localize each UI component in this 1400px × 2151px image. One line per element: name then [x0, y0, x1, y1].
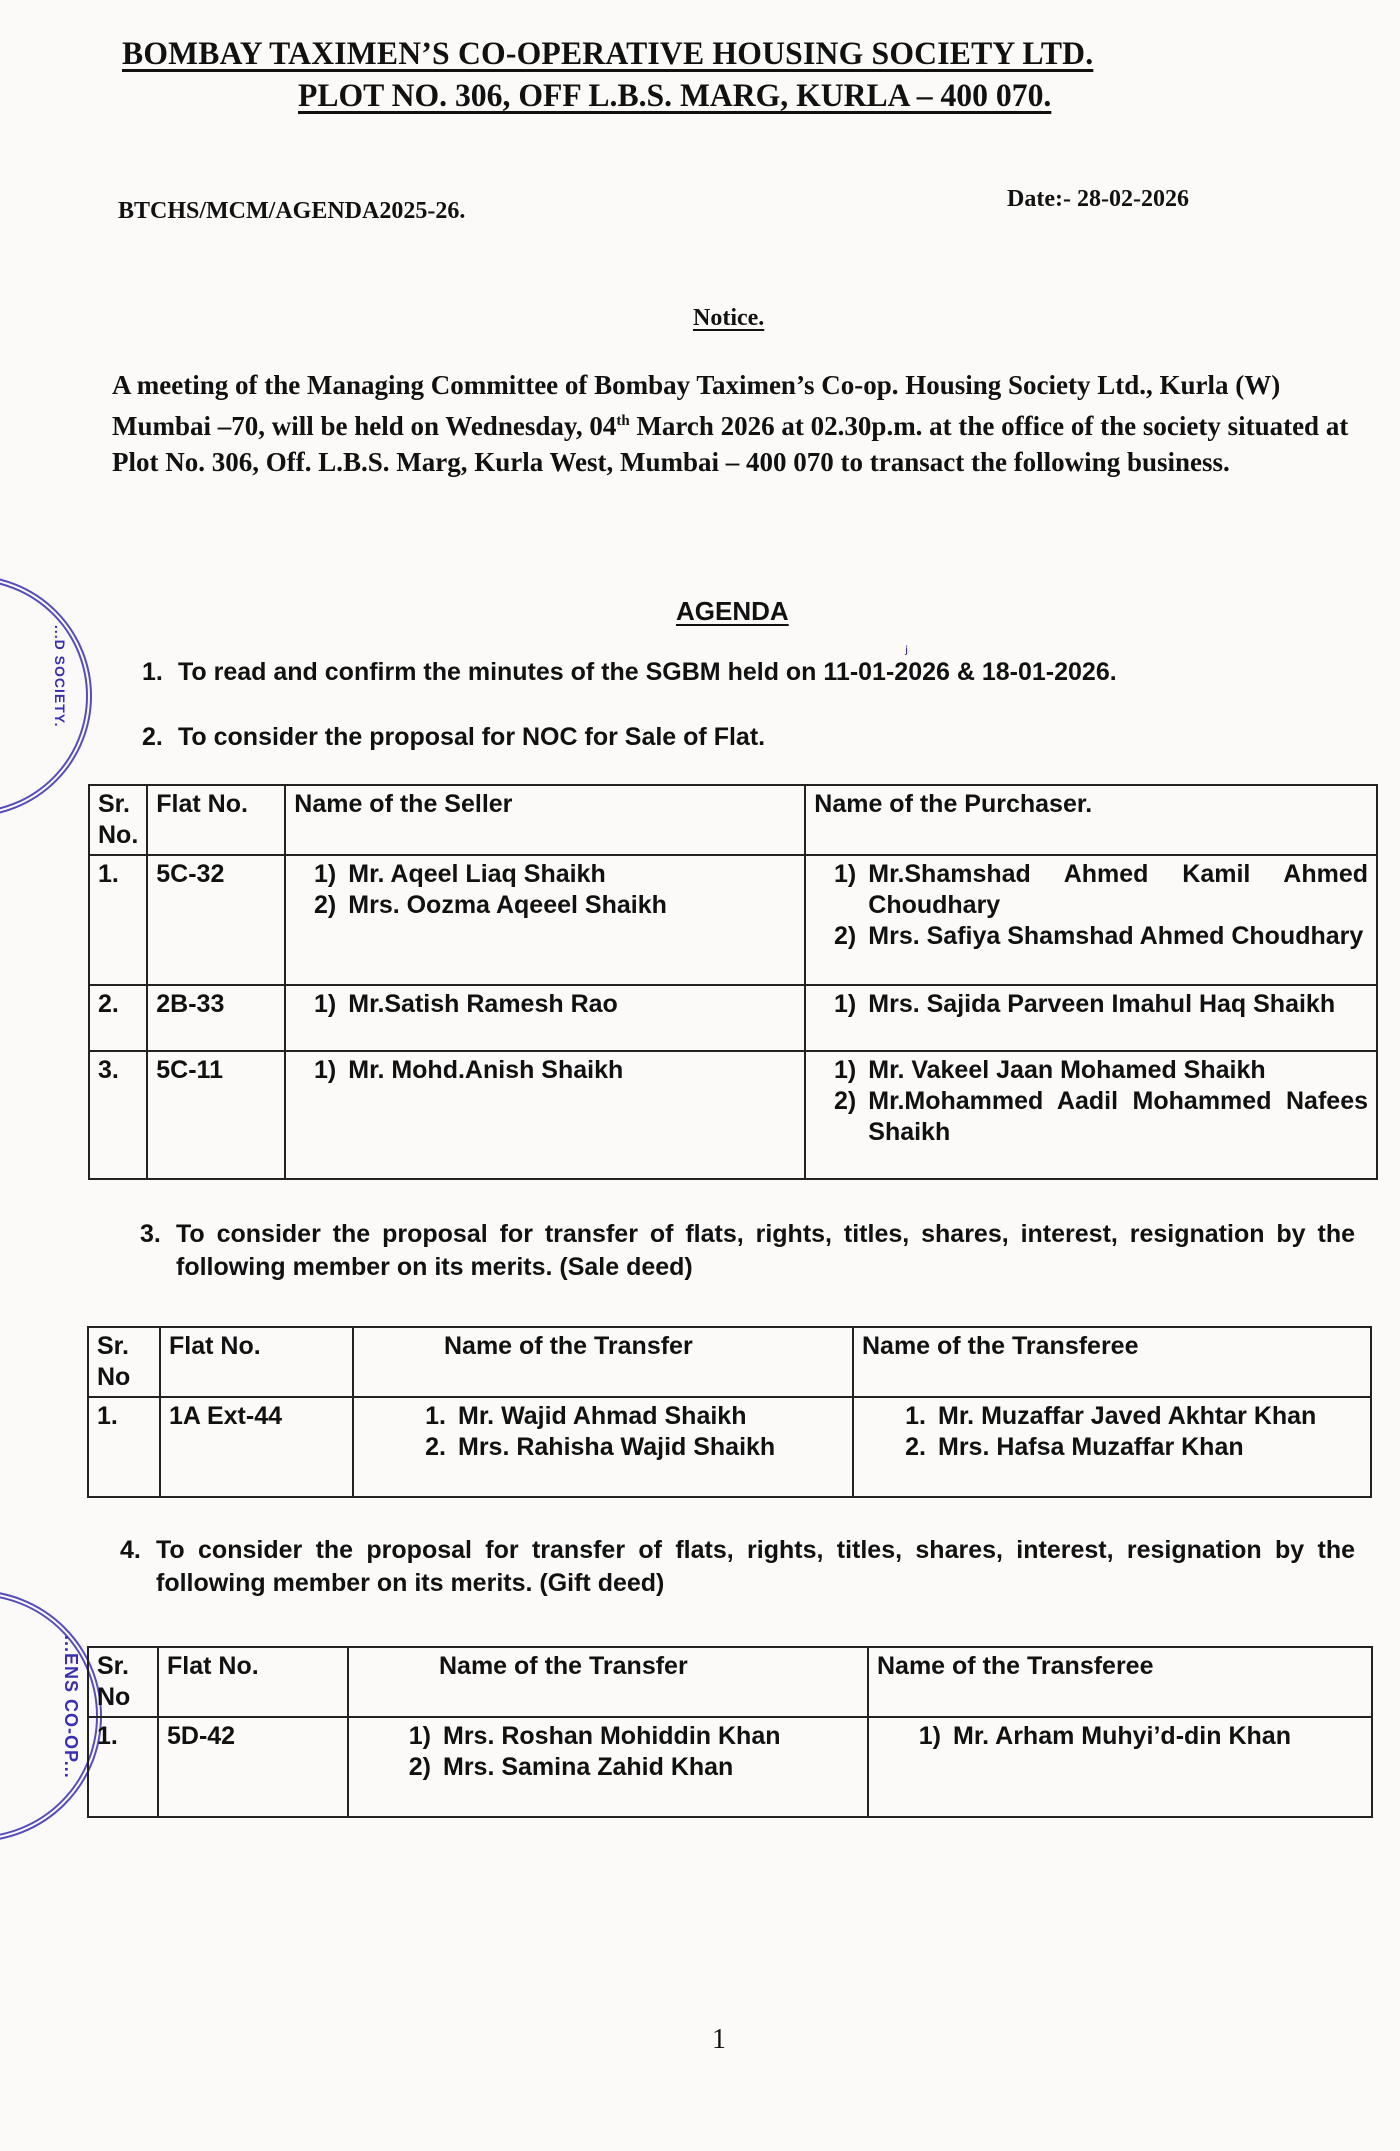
list-item [294, 859, 796, 890]
stamp-text-top: ...D SOCIETY. [52, 625, 68, 728]
list-item [899, 1721, 1363, 1752]
agenda-item-text: To consider the proposal for NOC for Sale of Flat. [178, 723, 766, 751]
header-transferor: Name of the Transfer [348, 1647, 868, 1717]
header-sr-no: Sr. No. [89, 785, 147, 855]
list-marker: 2) [314, 891, 337, 919]
cell-sr-no: 3. [89, 1051, 147, 1179]
list-item [814, 859, 1368, 921]
list-marker: 2) [834, 922, 857, 950]
table-row [88, 1397, 1371, 1497]
transferor-name: Mr. Wajid Ahmad Shaikh [458, 1402, 747, 1430]
header-sr-no: Sr. No [88, 1647, 158, 1717]
agenda-item-number: 3. [140, 1220, 161, 1248]
cell-sr-no: 2. [89, 985, 147, 1051]
transferee-name: Mr. Arham Muhyi’d-din Khan [953, 1722, 1291, 1750]
notice-title: Notice. [693, 305, 765, 331]
list-marker: 1) [834, 860, 857, 888]
cell-flat-no: 5C-11 [147, 1051, 285, 1179]
list-item [294, 989, 796, 1020]
sale-deed-transfer-table [87, 1326, 1372, 1498]
seller-name: Mr. Aqeel Liaq Shaikh [348, 860, 606, 888]
list-item [884, 1401, 1362, 1432]
cell-transferees [868, 1717, 1372, 1817]
list-marker: 1) [834, 1056, 857, 1084]
agenda-item-number: 2. [142, 723, 163, 751]
list-item [404, 1432, 844, 1463]
cell-sr-no: 1. [89, 855, 147, 985]
list-marker: 1) [314, 1056, 337, 1084]
transferee-name: Mr. Muzaffar Javed Akhtar Khan [938, 1402, 1317, 1430]
cell-purchasers [805, 1051, 1377, 1179]
cell-transferors [353, 1397, 853, 1497]
notice-body-text-cont: March 2026 at 02.30p.m. at the office of the society situated at Plot No. 306, Off. L.B.S. Marg, Kurla West, Mumbai – 400 070 to transact the following business. [112, 411, 1349, 477]
cell-sellers [285, 855, 805, 985]
seller-name: Mr. Mohd.Anish Shaikh [348, 1056, 624, 1084]
list-item [884, 1432, 1362, 1463]
header-flat-no: Flat No. [158, 1647, 348, 1717]
agenda-item-1 [142, 658, 1362, 687]
agenda-item-number: 4. [120, 1536, 141, 1564]
reference-number: BTCHS/MCM/AGENDA2025-26. [118, 198, 466, 224]
header-transferor: Name of the Transfer [353, 1327, 853, 1397]
cell-sellers [285, 1051, 805, 1179]
seller-name: Mr.Satish Ramesh Rao [348, 990, 618, 1018]
list-item [814, 1055, 1368, 1086]
table-row [89, 855, 1377, 985]
header-transferee: Name of the Transferee [853, 1327, 1371, 1397]
list-marker: 2) [408, 1753, 431, 1781]
cell-flat-no: 1A Ext-44 [160, 1397, 353, 1497]
gift-deed-transfer-table [87, 1646, 1373, 1818]
agenda-item-4 [120, 1534, 1355, 1600]
transferor-name: Mrs. Samina Zahid Khan [443, 1753, 734, 1781]
notice-body-text: A meeting of the Managing Committee of Bombay Taximen’s Co-op. Housing Society Ltd., Kurla (W) Mumbai –70, will be held on Wednesday, 04 [112, 370, 1281, 441]
agenda-item-text: To consider the proposal for transfer of flats, rights, titles, shares, interest, resignation by the following member on its merits. (Gift deed) [156, 1536, 1355, 1597]
list-marker: 1) [314, 990, 337, 1018]
table-row [89, 985, 1377, 1051]
list-marker: 1) [314, 860, 337, 888]
header-purchaser: Name of the Purchaser. [805, 785, 1377, 855]
table-header-row [89, 785, 1377, 855]
transferor-name: Mrs. Rahisha Wajid Shaikh [458, 1433, 776, 1461]
list-marker: 1) [834, 990, 857, 1018]
pen-mark: ⱼ [905, 637, 909, 658]
list-marker: 2. [905, 1433, 926, 1461]
table-row [88, 1717, 1372, 1817]
cell-sellers [285, 985, 805, 1051]
cell-sr-no: 1. [88, 1397, 160, 1497]
agenda-item-number: 1. [142, 658, 163, 686]
society-stamp-top [0, 575, 92, 817]
purchaser-name: Mrs. Sajida Parveen Imahul Haq Shaikh [868, 990, 1336, 1018]
ordinal-suffix: th [616, 413, 630, 429]
notice-date: Date:- 28-02-2026 [1007, 186, 1189, 212]
agenda-item-3 [140, 1218, 1355, 1284]
transferor-name: Mrs. Roshan Mohiddin Khan [443, 1722, 781, 1750]
org-name-heading: BOMBAY TAXIMEN’S CO-OPERATIVE HOUSING SOCIETY LTD. [122, 36, 1094, 72]
table-header-row [88, 1327, 1371, 1397]
cell-purchasers [805, 985, 1377, 1051]
cell-flat-no: 2B-33 [147, 985, 285, 1051]
header-flat-no: Flat No. [160, 1327, 353, 1397]
agenda-item-text: To consider the proposal for transfer of flats, rights, titles, shares, interest, resignation by the following member on its merits. (Sale deed) [176, 1220, 1355, 1281]
list-marker: 2) [834, 1087, 857, 1115]
agenda-title: AGENDA [676, 596, 789, 626]
list-item [404, 1401, 844, 1432]
cell-transferors [348, 1717, 868, 1817]
header-sr-no: Sr. No [88, 1327, 160, 1397]
header-transferee: Name of the Transferee [868, 1647, 1372, 1717]
list-item [294, 890, 796, 921]
cell-transferees [853, 1397, 1371, 1497]
header-seller: Name of the Seller [285, 785, 805, 855]
stamp-text-bottom: ...ENS CO-OP... [61, 1635, 81, 1779]
notice-body [112, 367, 1352, 480]
seller-name: Mrs. Oozma Aqeeel Shaikh [348, 891, 667, 919]
cell-flat-no: 5C-32 [147, 855, 285, 985]
table-header-row [88, 1647, 1372, 1717]
purchaser-name: Mr.Mohammed Aadil Mohammed Nafees Shaikh [868, 1087, 1368, 1146]
agenda-item-2 [142, 723, 1362, 752]
cell-sr-no: 1. [88, 1717, 158, 1817]
list-marker: 2. [425, 1433, 446, 1461]
list-item [389, 1752, 859, 1783]
list-item [389, 1721, 859, 1752]
list-marker: 1. [425, 1402, 446, 1430]
noc-sale-table [88, 784, 1378, 1180]
agenda-item-text: To read and confirm the minutes of the SGBM held on 11-01-2026 & 18-01-2026. [178, 658, 1117, 686]
header-flat-no: Flat No. [147, 785, 285, 855]
transferee-name: Mrs. Hafsa Muzaffar Khan [938, 1433, 1244, 1461]
list-marker: 1) [408, 1722, 431, 1750]
cell-flat-no: 5D-42 [158, 1717, 348, 1817]
list-item [814, 989, 1368, 1020]
purchaser-name: Mrs. Safiya Shamshad Ahmed Choudhary [868, 922, 1364, 950]
table-row [89, 1051, 1377, 1179]
list-item [814, 921, 1368, 952]
purchaser-name: Mr.Shamshad Ahmed Kamil Ahmed Choudhary [868, 860, 1368, 919]
list-marker: 1) [918, 1722, 941, 1750]
cell-purchasers [805, 855, 1377, 985]
org-address-heading: PLOT NO. 306, OFF L.B.S. MARG, KURLA – 400 070. [298, 78, 1052, 114]
list-marker: 1. [905, 1402, 926, 1430]
list-item [814, 1086, 1368, 1148]
purchaser-name: Mr. Vakeel Jaan Mohamed Shaikh [868, 1056, 1266, 1084]
page-number: 1 [712, 2024, 726, 2055]
list-item [294, 1055, 796, 1086]
